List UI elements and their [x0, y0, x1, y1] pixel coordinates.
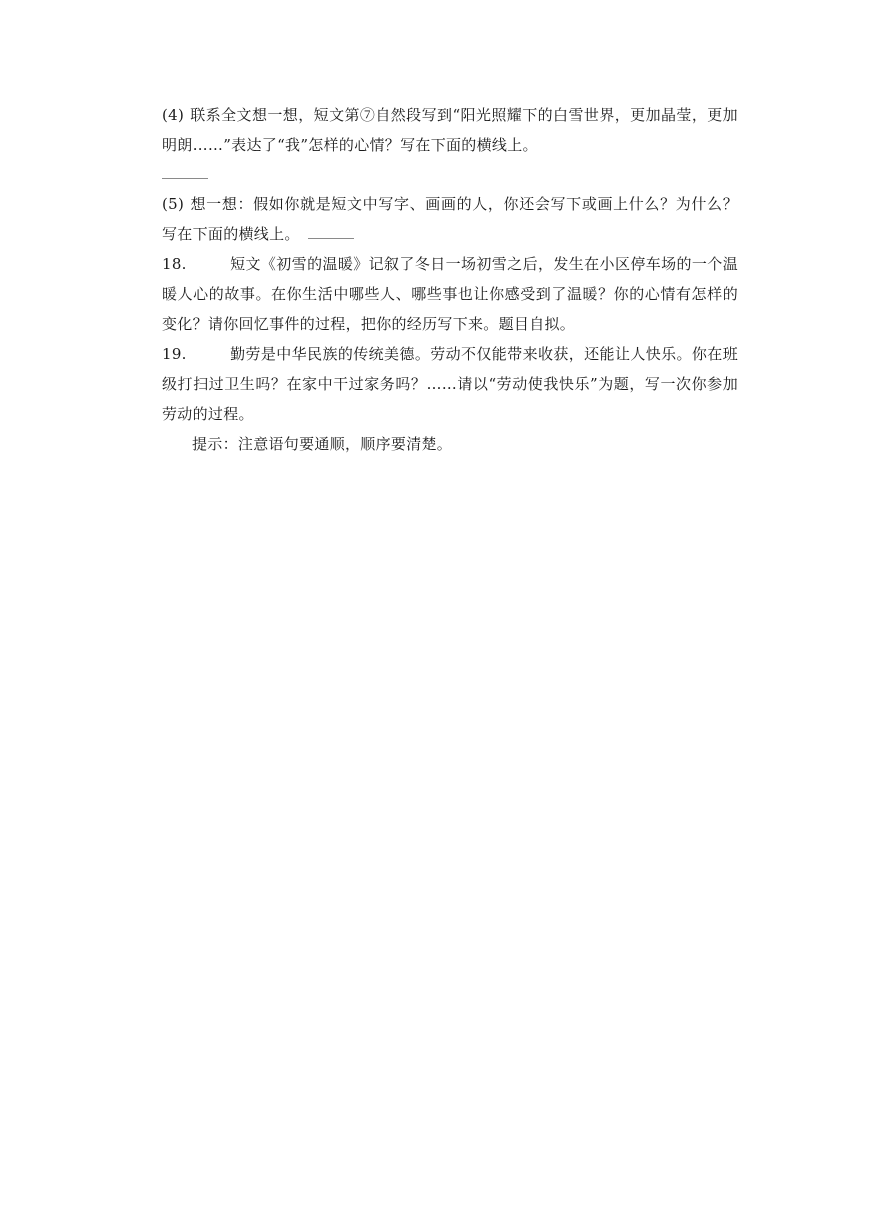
question-4 — [162, 100, 738, 160]
question-4-text: 联系全文想一想，短文第⑦自然段写到“阳光照耀下的白雪世界，更加晶莹，更加明朗……”表达了“我”怎样的心情？写在下面的横线上。 — [162, 106, 738, 154]
question-19-hint: 提示：注意语句要通顺，顺序要清楚。 — [192, 435, 453, 453]
question-4-answer-blank[interactable] — [162, 164, 208, 179]
question-5-number: (5) — [162, 195, 185, 213]
question-4-number: (4) — [162, 106, 185, 124]
question-19-text: 勤劳是中华民族的传统美德。劳动不仅能带来收获，还能让人快乐。你在班级打扫过卫生吗？在家中干过家务吗？……请以“劳动使我快乐”为题，写一次你参加劳动的过程。 — [162, 345, 738, 423]
question-18-number: 18. — [162, 255, 187, 273]
question-18-text: 短文《初雪的温暖》记叙了冬日一场初雪之后，发生在小区停车场的一个温暖人心的故事。在你生活中哪些人、哪些事也让你感受到了温暖？你的心情有怎样的变化？请你回忆事件的过程，把你的经历写下来。题目自拟。 — [162, 255, 738, 333]
question-18 — [162, 249, 738, 339]
question-5-text: 想一想：假如你就是短文中写字、画画的人，你还会写下或画上什么？为什么？写在下面的横线上。 — [162, 195, 738, 243]
question-5-answer-blank[interactable] — [308, 224, 354, 239]
document-content — [162, 100, 738, 459]
question-5 — [162, 189, 738, 249]
question-19-number: 19. — [162, 345, 187, 363]
question-19 — [162, 339, 738, 429]
